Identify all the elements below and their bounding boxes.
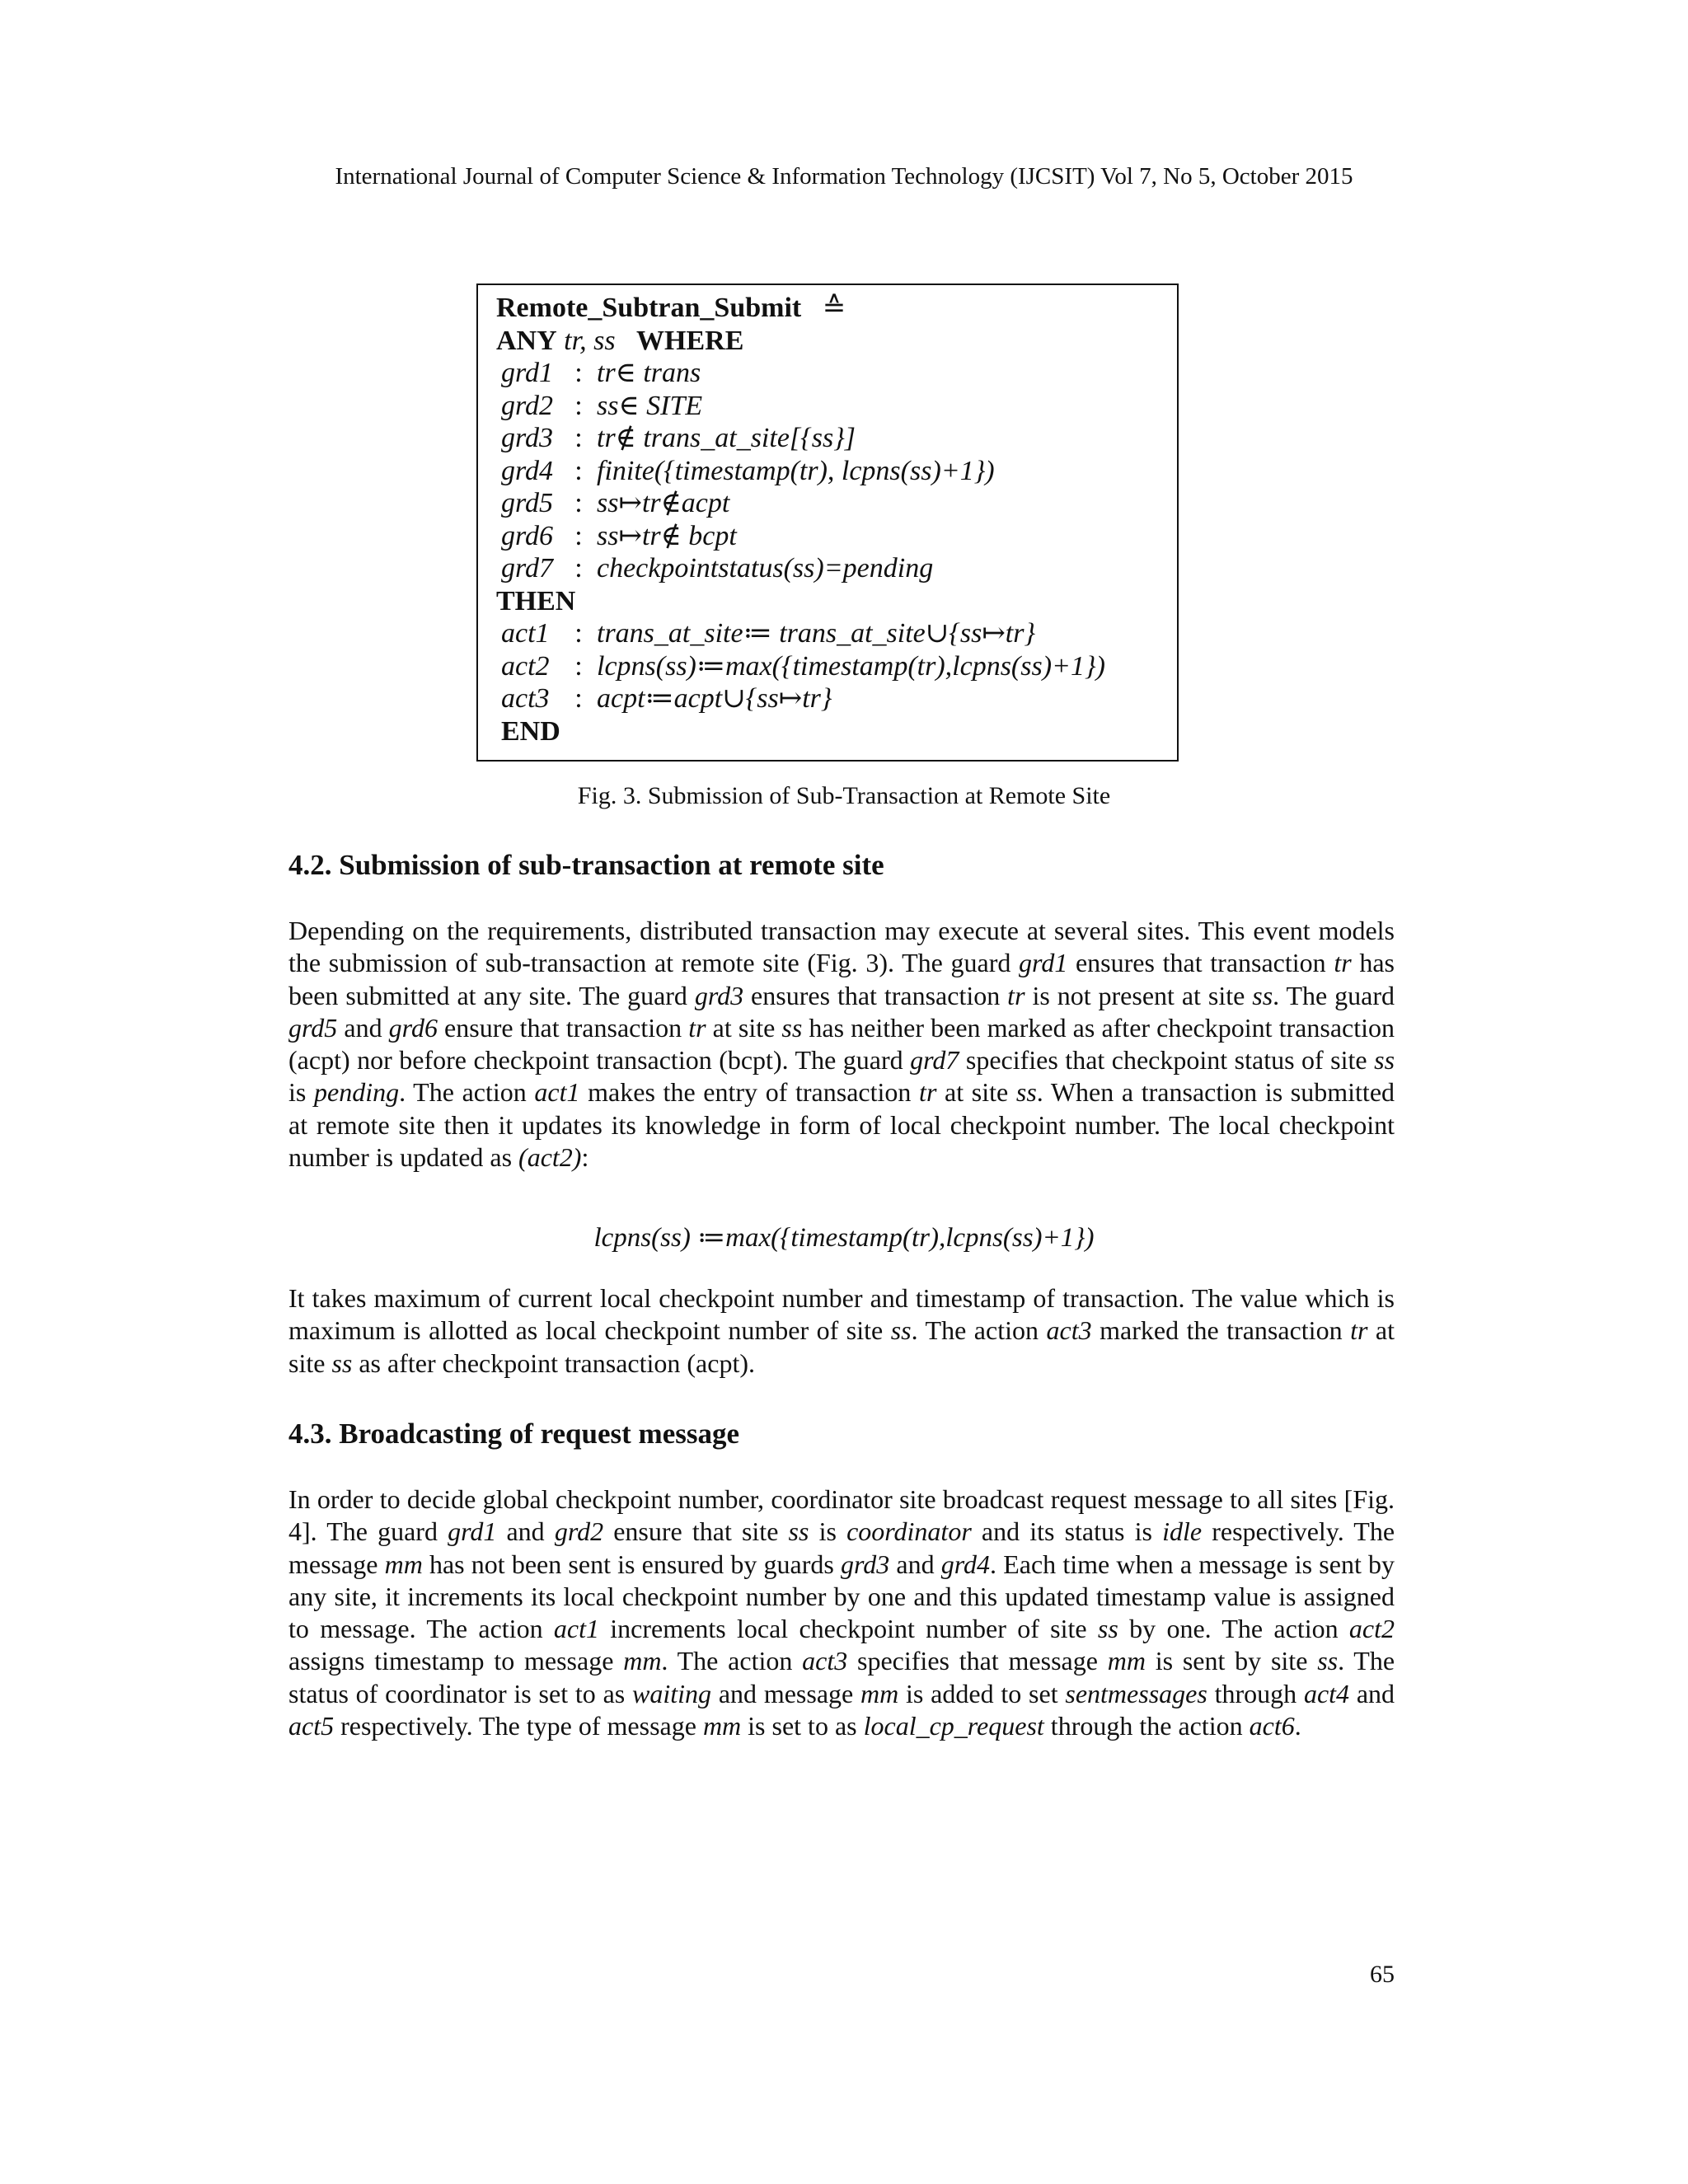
guard-expression: tr∈ trans: [597, 358, 701, 388]
guard-line: [496, 422, 1177, 455]
colon-separator: :: [574, 650, 583, 682]
colon-separator: :: [574, 683, 583, 714]
italic-term: ss: [1374, 1045, 1395, 1076]
italic-term: tr: [919, 1077, 937, 1108]
colon-separator: :: [574, 520, 583, 551]
italic-term: act6: [1249, 1711, 1295, 1741]
italic-term: waiting: [632, 1678, 712, 1708]
guard-expression: finite({timestamp(tr), lcpns(ss)+1}): [597, 455, 995, 486]
italic-term: ss: [890, 1315, 912, 1346]
italic-term: pending: [314, 1077, 400, 1108]
end-keyword: END: [501, 715, 560, 747]
action-expression: trans_at_site≔ trans_at_site∪{ss↦tr}: [597, 618, 1036, 649]
colon-separator: :: [574, 358, 583, 388]
italic-term: ss: [781, 1012, 803, 1043]
section-heading-4-2: 4.2. Submission of sub-transaction at remote site: [288, 849, 884, 881]
action-label: act3: [501, 683, 550, 714]
guard-label: grd4: [501, 455, 553, 486]
colon-separator: :: [574, 455, 583, 486]
italic-term: grd1: [1019, 948, 1068, 978]
action-line: [496, 650, 1177, 683]
italic-term: tr: [1334, 948, 1352, 978]
section-4-3-paragraph: In order to decide global checkpoint number, coordinator site broadcast request message to all sites [Fig. 4]. The guard grd1 and grd2 ensure that site ss is coordinator and its status is idle respectively. The message mm has not been sent is ensured by guards grd3 and grd4. Each time when a message is sent by any site, it increments its local checkpoint number by one and this updated timestamp value is assigned to message. The action act1 increments local checkpoint number of site ss by one. The action act2 assigns timestamp to message mm. The action act3 specifies that message mm is sent by site ss. The status of coordinator is set to as waiting and message mm is added to set sentmessages through act4 and act5 respectively. The type of message mm is set to as local_cp_request through the action act6.: [288, 1484, 1395, 1741]
colon-separator: :: [574, 390, 583, 421]
italic-term: grd3: [694, 980, 744, 1010]
guard-label: grd1: [501, 358, 553, 388]
italic-term: act1: [553, 1614, 599, 1644]
guard-line: [496, 552, 1177, 585]
guard-line: [496, 520, 1177, 553]
italic-term: tr: [1350, 1315, 1368, 1346]
guard-label: grd3: [501, 423, 553, 453]
italic-term: ss: [1015, 1077, 1037, 1108]
then-keyword: THEN: [496, 585, 576, 616]
actions-list: [496, 617, 1177, 715]
section-heading-4-3: 4.3. Broadcasting of request message: [288, 1418, 740, 1450]
colon-separator: :: [574, 423, 583, 453]
italic-term: local_cp_request: [863, 1711, 1044, 1741]
then-line: [496, 585, 1177, 618]
guard-expression: ss∈ SITE: [597, 390, 703, 421]
action-expression: lcpns(ss)≔max({timestamp(tr),lcpns(ss)+1}): [597, 650, 1105, 682]
italic-term: act3: [802, 1646, 848, 1676]
guard-label: grd6: [501, 520, 553, 551]
action-label: act2: [501, 650, 550, 682]
italic-term: ss: [1097, 1614, 1118, 1644]
colon-separator: :: [574, 488, 583, 518]
guard-label: grd7: [501, 553, 553, 583]
guard-line: [496, 357, 1177, 390]
action-expression: acpt≔acpt∪{ss↦tr}: [597, 683, 832, 714]
guard-label: grd2: [501, 390, 553, 421]
event-name: Remote_Subtran_Submit: [496, 293, 802, 323]
italic-term: act3: [1046, 1315, 1092, 1346]
italic-term: act4: [1303, 1678, 1350, 1708]
guard-line: [496, 455, 1177, 488]
guard-label: grd5: [501, 488, 553, 518]
italic-term: grd7: [910, 1045, 959, 1076]
guard-line: [496, 390, 1177, 423]
guard-expression: checkpointstatus(ss)=pending: [597, 553, 934, 583]
italic-term: grd5: [288, 1012, 338, 1043]
where-keyword: WHERE: [636, 325, 744, 356]
italic-term: tr: [1007, 980, 1025, 1010]
lcpns-formula: lcpns(ss) ≔max({timestamp(tr),lcpns(ss)+1}): [593, 1223, 1095, 1253]
italic-term: mm: [860, 1678, 899, 1708]
guard-expression: ss↦tr∉acpt: [597, 488, 730, 518]
section-4-2-paragraph-1: Depending on the requirements, distributed transaction may execute at several sites. This event models the submission of sub-transaction at remote site (Fig. 3). The guard grd1 ensures that transaction tr has been submitted at any site. The guard grd3 ensures that transaction tr is not present at site ss. The guard grd5 and grd6 ensure that transaction tr at site ss has neither been marked as after checkpoint transaction (acpt) nor before checkpoint transaction (bcpt). The guard grd7 specifies that checkpoint status of site ss is pending. The action act1 makes the entry of transaction tr at site ss. When a transaction is submitted at remote site then it updates its knowledge in form of local checkpoint number. The local checkpoint number is updated as (act2):: [288, 916, 1395, 1173]
colon-separator: :: [574, 553, 583, 583]
italic-term: ss: [1252, 980, 1273, 1010]
italic-term: grd3: [840, 1549, 890, 1579]
italic-term: act1: [534, 1077, 580, 1108]
italic-term: tr: [688, 1012, 706, 1043]
italic-term: sentmessages: [1065, 1678, 1207, 1708]
italic-term: mm: [384, 1549, 423, 1579]
italic-term: act2: [1348, 1614, 1395, 1644]
italic-term: grd4: [940, 1549, 991, 1579]
event-b-figure-box: [476, 284, 1179, 762]
italic-term: idle: [1162, 1516, 1203, 1547]
action-line: [496, 682, 1177, 715]
definition-symbol: ≙: [822, 293, 846, 323]
action-label: act1: [501, 618, 550, 649]
section-4-2-paragraph-2: It takes maximum of current local checkpoint number and timestamp of transaction. The value which is maximum is allotted as local checkpoint number of site ss. The action act3 marked the transaction tr at site ss as after checkpoint transaction (acpt).: [288, 1283, 1395, 1378]
running-header: International Journal of Computer Science & Information Technology (IJCSIT) Vol 7, No 5, October 2015: [335, 163, 1353, 190]
italic-term: mm: [1107, 1646, 1146, 1676]
page-number: 65: [1370, 1961, 1395, 1988]
guard-expression: ss↦tr∉ bcpt: [597, 520, 737, 551]
italic-term: grd6: [388, 1012, 438, 1043]
action-line: [496, 617, 1177, 650]
guard-line: [496, 487, 1177, 520]
any-where-line: [496, 325, 1177, 358]
italic-term: mm: [702, 1711, 742, 1741]
italic-term: grd1: [448, 1516, 497, 1547]
italic-term: (act2): [518, 1142, 582, 1173]
italic-term: act5: [288, 1711, 335, 1741]
italic-term: ss: [788, 1516, 809, 1547]
italic-term: coordinator: [846, 1516, 972, 1547]
event-parameters: tr, ss: [564, 325, 616, 356]
end-line: [496, 715, 1177, 748]
event-title-line: [496, 292, 1177, 325]
guards-list: [496, 357, 1177, 585]
any-keyword: ANY: [496, 325, 557, 356]
italic-term: mm: [623, 1646, 662, 1676]
italic-term: ss: [331, 1347, 353, 1378]
colon-separator: :: [574, 618, 583, 649]
italic-term: grd2: [554, 1516, 604, 1547]
figure-caption: Fig. 3. Submission of Sub-Transaction at Remote Site: [577, 782, 1111, 809]
guard-expression: tr∉ trans_at_site[{ss}]: [597, 423, 856, 453]
italic-term: ss: [1317, 1646, 1339, 1676]
